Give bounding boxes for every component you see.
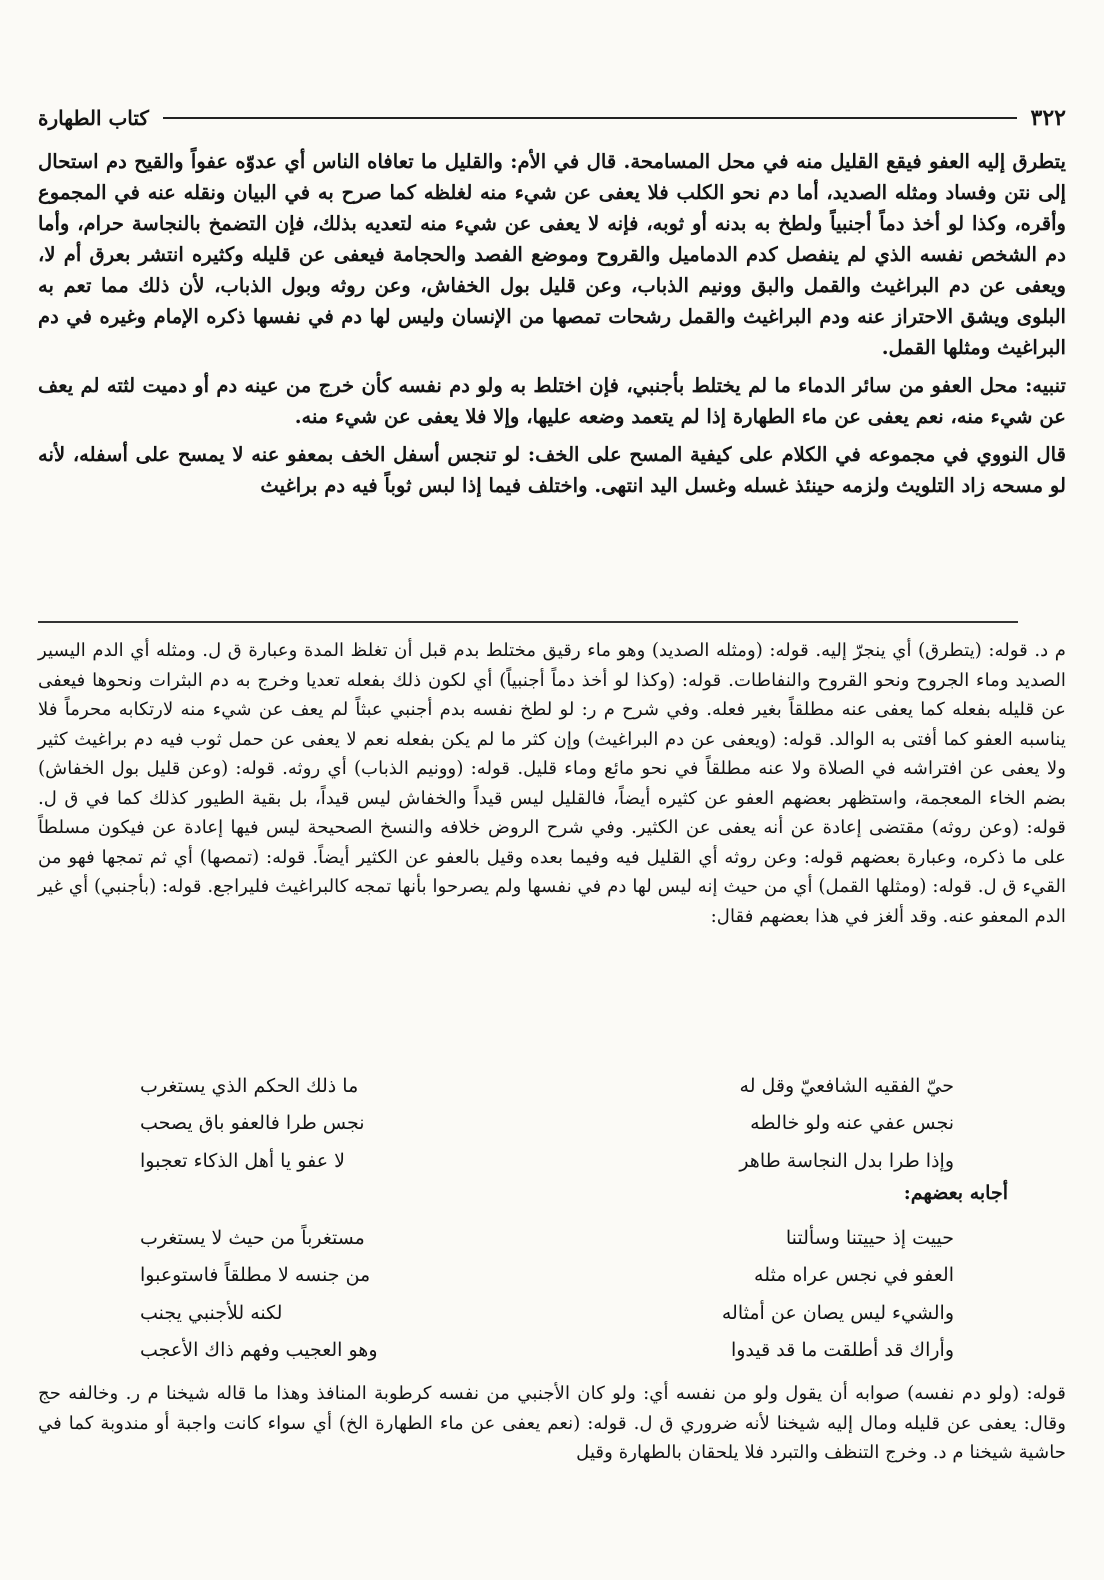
riddle-poem xyxy=(140,1067,954,1180)
answer-label: أجابه بعضهم: xyxy=(903,1182,1008,1204)
answer-poem xyxy=(140,1219,954,1369)
poem-verse xyxy=(140,1294,954,1332)
verse-first-half: حيّ الفقيه الشافعيّ وقل له xyxy=(739,1074,954,1097)
poem-verse xyxy=(140,1067,954,1105)
footnote-paragraph: قوله: (ولو دم نفسه) صوابه أن يقول ولو من نفسه أي: ولو كان الأجنبي من نفسه كرطوبة المنافذ وهذا ما قاله شيخنا م ر. وخالفه حج وقال: يعفى عن قليله ومال إليه شيخنا لأنه ضروري ق ل. قوله: (نعم يعفى عن ماء الطهارة الخ) أي سواء كانت واجبة أو مندوبة كما في حاشية شيخنا م د. وخرج التنظف والتبرد فلا يلحقان بالطهارة وقيل xyxy=(38,1383,1067,1463)
verse-first-half: وإذا طرا بدل النجاسة طاهر xyxy=(739,1149,954,1172)
poem-verse xyxy=(140,1257,954,1295)
verse-first-half: حييت إذ حييتنا وسألتنا xyxy=(785,1226,954,1249)
footnote-paragraph: م د. قوله: (يتطرق) أي ينجرّ إليه. قوله: (ومثله الصديد) وهو ماء رقيق مختلط بدم قبل أن تغلظ المدة وعبارة ق ل. ومثله أي الدم اليسير الصديد وماء الجروح ونحو القروح والنفاطات. قوله: (وكذا لو أخذ دماً أجنبياً) أي لكون ذلك بفعله تعديا وخرج به دم البثرات ونحوها فيعفى عن قليله بفعله كما يعفى عنه مطلقاً بغير فعله. وفي شرح م ر: لو لطخ نفسه بدم أجنبي عبثاً لم يعف عن شيء منه لارتكابه محرماً فلا يناسبه العفو كما أفتى به الوالد. قوله: (ويعفى عن دم البراغيث) وإن كثر ما لم يكن بفعله نعم لا يعفى عن حمل ثوب فيه دم براغيث كثير ولا يعفى عن افتراشه في الصلاة ولا عنه مطلقاً في نحو مائع وماء قليل. قوله: (وونيم الذباب) أي روثه. قوله: (وعن قليل بول الخفاش) بضم الخاء المعجمة، واستظهر بعضهم العفو عن كثيره أيضاً، فالقليل ليس قيداً والخفاش ليس قيداً، بل بقية الطيور كذلك كما في ق ل. قوله: (وعن روثه) مقتضى إعادة عن أنه يعفى عن الكثير. وفي شرح الروض خلافه والنسخ الصحيحة ليس فيها إعادة عن فيكون مسلطاً على ما ذكره، وعبارة بعضهم قوله: وعن روثه أي القليل فيه وفيما بعده وقيل بالعفو عن الكثير أيضاً. قوله: (تمصها) أي ثم تمجها فهو من القيء ق ل. قوله: (ومثلها القمل) أي من حيث إنه ليس لها دم في نفسها ولم يصرحوا بأنها تمجه كالبراغيث فليراجع. قوله: (بأجنبي) أي غير الدم المعفو عنه. وقد ألغز في هذا بعضهم فقال: xyxy=(38,640,1066,927)
verse-first-half: والشيء ليس يصان عن أمثاله xyxy=(721,1301,954,1324)
page-number: ٣٢٢ xyxy=(1030,105,1066,131)
poem-verse xyxy=(140,1105,954,1143)
main-text xyxy=(38,146,1066,508)
verse-first-half: العفو في نجس عراه مثله xyxy=(754,1264,954,1287)
header-rule xyxy=(163,117,1017,119)
main-paragraph: قال النووي في مجموعه في الكلام على كيفية المسح على الخف: لو تنجس أسفل الخف بمعفو عنه لا يمسح على أسفله، لأنه لو مسحه زاد التلويث ولزمه حينئذ غسله وغسل اليد انتهى. واختلف فيما إذا لبس ثوباً فيه دم براغيث xyxy=(38,443,1066,497)
verse-second-half: مستغرباً من حيث لا يستغرب xyxy=(140,1226,365,1249)
footnotes xyxy=(38,636,1066,931)
footnote-continuation xyxy=(38,1379,1066,1468)
verse-second-half: لكنه للأجنبي يجنب xyxy=(140,1301,283,1324)
verse-second-half: ما ذلك الحكم الذي يستغرب xyxy=(140,1074,359,1097)
book-title: كتاب الطهارة xyxy=(38,106,149,130)
poem-verse xyxy=(140,1219,954,1257)
poem-verse xyxy=(140,1142,954,1180)
verse-first-half: نجس عفي عنه ولو خالطه xyxy=(750,1112,954,1135)
main-paragraph: تنبيه: محل العفو من سائر الدماء ما لم يختلط بأجنبي، فإن اختلط به ولو دم نفسه كأن خرج من عينه دم أو دميت لثته لم يعف عن شيء منه، نعم يعفى عن ماء الطهارة إذا لم يتعمد وضعه عليها، وإلا فلا يعفى عن شيء منه. xyxy=(38,374,1066,428)
verse-second-half: نجس طرا فالعفو باق يصحب xyxy=(140,1112,365,1135)
poem-verse xyxy=(140,1332,954,1370)
verse-second-half: وهو العجيب وفهم ذاك الأعجب xyxy=(140,1339,378,1362)
verse-second-half: لا عفو يا أهل الذكاء تعجبوا xyxy=(140,1149,345,1172)
main-paragraph: يتطرق إليه العفو فيقع القليل منه في محل المسامحة. قال في الأم: والقليل ما تعافاه الناس أي عدوّه عفواً والقيح دم استحال إلى نتن وفساد ومثله الصديد، أما دم نحو الكلب فلا يعفى عن شيء منه لغلظه كما صرح به في البيان ونقله عنه في المجموع وأقره، وكذا لو أخذ دماً أجنبياً ولطخ به بدنه أو ثوبه، فإنه لا يعفى عن شيء منه لتعديه بذلك، فإن التضمخ بالنجاسة حرام، وأما دم الشخص نفسه الذي لم ينفصل كدم الدماميل والقروح وموضع الفصد والحجامة فيعفى عن قليله وكثيره انتشر بعرق أم لا، ويعفى عن دم البراغيث والقمل والبق وونيم الذباب، وعن قليل بول الخفاش، وعن روثه وبول الذباب، لأن ذلك مما تعم به البلوى ويشق الاحتراز عنه ودم البراغيث والقمل رشحات تمصها من الإنسان وليس لها دم في نفسها ذكره الإمام وغيره في دم البراغيث ومثلها القمل. xyxy=(38,150,1066,359)
page-header xyxy=(38,103,1066,133)
verse-first-half: وأراك قد أطلقت ما قد قيدوا xyxy=(730,1339,954,1362)
verse-second-half: من جنسه لا مطلقاً فاستوعبوا xyxy=(140,1264,371,1287)
footnote-separator xyxy=(38,621,1018,623)
